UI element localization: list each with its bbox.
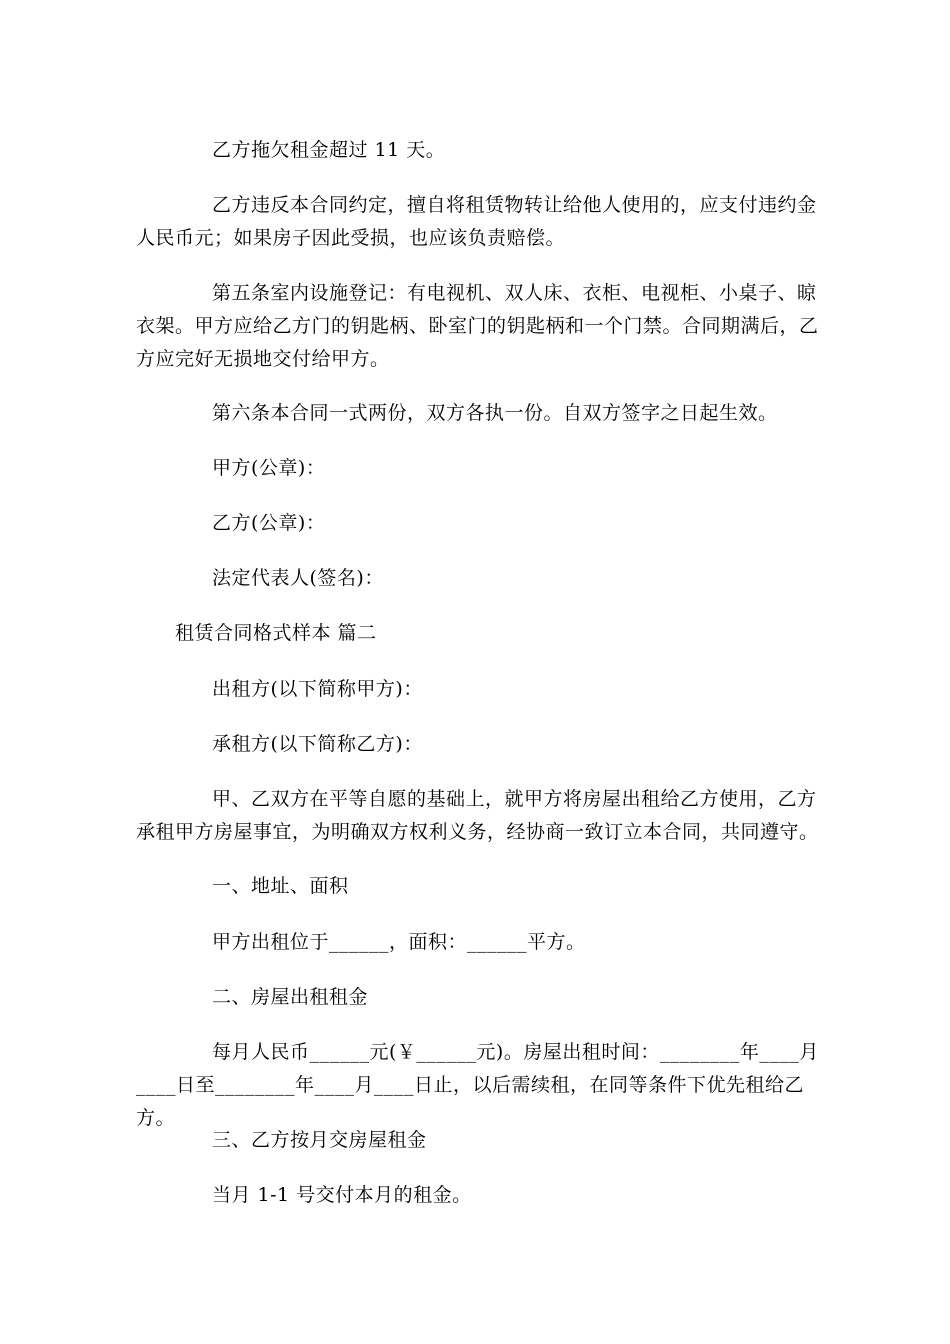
paragraph-rent-overdue: 乙方拖欠租金超过 11 天。: [212, 139, 446, 161]
heading-monthly-payment: 三、乙方按月交房屋租金: [212, 1129, 427, 1151]
lessor-line: 出租方(以下简称甲方)：: [212, 678, 423, 700]
paragraph-address-area: 甲方出租位于______，面积：______平方。: [212, 931, 586, 953]
party-b-seal-line: 乙方(公章)：: [212, 512, 326, 534]
party-a-seal-line: 甲方(公章)：: [212, 457, 326, 479]
paragraph-article-six: 第六条本合同一式两份，双方各执一份。自双方签字之日起生效。: [212, 402, 778, 424]
paragraph-sublease-penalty: 乙方违反本合同约定，擅自将租赁物转让给他人使用的，应支付违约金人民币元；如果房子因此受损，也应该负责赔偿。: [136, 194, 817, 249]
heading-rent: 二、房屋出租租金: [212, 986, 369, 1008]
paragraph-payment-date: 当月 1-1 号交付本月的租金。: [212, 1184, 472, 1206]
paragraph-rent-terms: 每月人民币______元(￥______元)。房屋出租时间：________年____月____日至________年____月____日止，以后需续租，在同等条件下优先租给乙方。: [136, 1041, 819, 1129]
legal-representative-line: 法定代表人(签名)：: [212, 567, 384, 589]
paragraph-article-five: 第五条室内设施登记：有电视机、双人床、衣柜、电视柜、小桌子、晾衣架。甲方应给乙方门的钥匙柄、卧室门的钥匙柄和一个门禁。合同期满后，乙方应完好无损地交付给甲方。: [136, 282, 819, 370]
section-title: 租赁合同格式样本 篇二: [175, 622, 377, 644]
heading-address-area: 一、地址、面积: [212, 875, 349, 897]
lessee-line: 承租方(以下简称乙方)：: [212, 733, 423, 755]
paragraph-agreement-intro: 甲、乙双方在平等自愿的基础上，就甲方将房屋出租给乙方使用，乙方承租甲方房屋事宜，为明确双方权利义务，经协商一致订立本合同，共同遵守。: [136, 788, 819, 843]
